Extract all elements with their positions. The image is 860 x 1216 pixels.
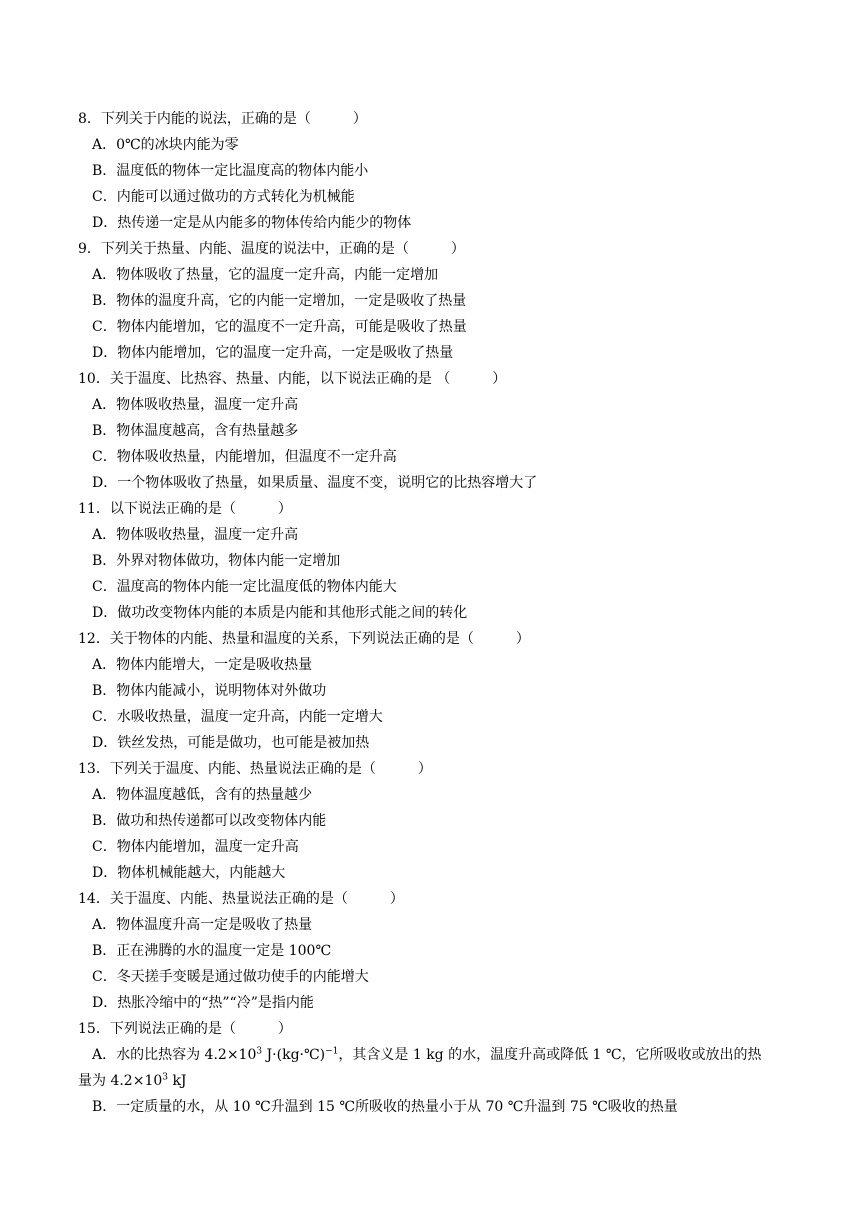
option-a: A．物体温度越低，含有的热量越少	[92, 787, 313, 803]
question-12	[78, 626, 798, 756]
question-stem: 13．下列关于温度、内能、热量说法正确的是（ ）	[78, 761, 432, 777]
question-10	[78, 366, 798, 496]
option-c: C．物体吸收热量，内能增加，但温度不一定升高	[92, 449, 397, 465]
option-a: A．物体温度升高一定是吸收了热量	[92, 917, 313, 933]
question-stem: 8．下列关于内能的说法，正确的是（ ）	[78, 111, 367, 127]
question-stem: 10．关于温度、比热容、热量、内能，以下说法正确的是 （ ）	[78, 371, 507, 387]
question-9	[78, 236, 798, 366]
question-14	[78, 886, 798, 1016]
option-a: A．物体吸收热量，温度一定升高	[92, 397, 299, 413]
option-c: C．内能可以通过做功的方式转化为机械能	[92, 189, 355, 205]
question-stem: 11．以下说法正确的是（ ）	[78, 501, 292, 517]
question-11	[78, 496, 798, 626]
option-b: B．物体温度越高，含有热量越多	[92, 423, 299, 439]
option-d: D．做功改变物体内能的本质是内能和其他形式能之间的转化	[92, 605, 468, 621]
option-b: B．正在沸腾的水的温度一定是 100℃	[92, 943, 332, 959]
question-stem: 12．关于物体的内能、热量和温度的关系，下列说法正确的是（ ）	[78, 631, 530, 647]
option-d: D．铁丝发热，可能是做功，也可能是被加热	[92, 735, 370, 751]
option-c: C．物体内能增加，温度一定升高	[92, 839, 299, 855]
option-d: D．物体内能增加，它的温度一定升高，一定是吸收了热量	[92, 345, 454, 361]
question-stem: 15．下列说法正确的是（ ）	[78, 1021, 292, 1037]
option-a-line2-text: 量为 4.2×10	[78, 1073, 163, 1089]
option-a-text-cont: ，其含义是 1 kg 的水，温度升高或降低 1 ℃，它所吸收或放出的热	[338, 1047, 762, 1063]
exponent: −1	[325, 1046, 339, 1057]
option-b: B．一定质量的水，从 10 ℃升温到 15 ℃所吸收的热量小于从 70 ℃升温到 75 ℃吸收的热量	[92, 1099, 678, 1115]
option-a: A．物体内能增大，一定是吸收热量	[92, 657, 313, 673]
option-b: B．物体内能减小，说明物体对外做功	[92, 683, 327, 699]
option-d: D．热胀冷缩中的“热”“冷”是指内能	[92, 995, 314, 1011]
question-15	[78, 1016, 798, 1120]
option-a-continuation	[78, 1068, 798, 1094]
option-a	[78, 1042, 798, 1068]
option-a: A．0℃的冰块内能为零	[92, 137, 239, 153]
exponent: 3	[256, 1046, 263, 1057]
question-list	[78, 106, 798, 1120]
option-a-unit: J·(kg·℃)	[262, 1047, 326, 1063]
option-c: C．物体内能增加，它的温度不一定升高，可能是吸收了热量	[92, 319, 467, 335]
option-b: B．做功和热传递都可以改变物体内能	[92, 813, 327, 829]
option-c: C．温度高的物体内能一定比温度低的物体内能大	[92, 579, 397, 595]
option-c: C．水吸收热量，温度一定升高，内能一定增大	[92, 709, 383, 725]
question-stem: 9．下列关于热量、内能、温度的说法中，正确的是（ ）	[78, 241, 465, 257]
option-d: D．热传递一定是从内能多的物体传给内能少的物体	[92, 215, 412, 231]
exponent: 3	[162, 1072, 168, 1083]
option-a-text: A．水的比热容为 4.2×10	[92, 1047, 257, 1063]
option-c: C．冬天搓手变暖是通过做功使手的内能增大	[92, 969, 369, 985]
option-a: A．物体吸收热量，温度一定升高	[92, 527, 299, 543]
option-b: B．物体的温度升高，它的内能一定增加，一定是吸收了热量	[92, 293, 467, 309]
question-stem: 14．关于温度、内能、热量说法正确的是（ ）	[78, 891, 404, 907]
option-d: D．一个物体吸收了热量，如果质量、温度不变，说明它的比热容增大了	[92, 475, 538, 491]
option-d: D．物体机械能越大，内能越大	[92, 865, 286, 881]
option-b: B．温度低的物体一定比温度高的物体内能小	[92, 163, 369, 179]
option-a-line2-unit: kJ	[168, 1073, 187, 1089]
option-a: A．物体吸收了热量，它的温度一定升高，内能一定增加	[92, 267, 439, 283]
question-13	[78, 756, 798, 886]
option-b: B．外界对物体做功，物体内能一定增加	[92, 553, 341, 569]
question-8	[78, 106, 798, 236]
